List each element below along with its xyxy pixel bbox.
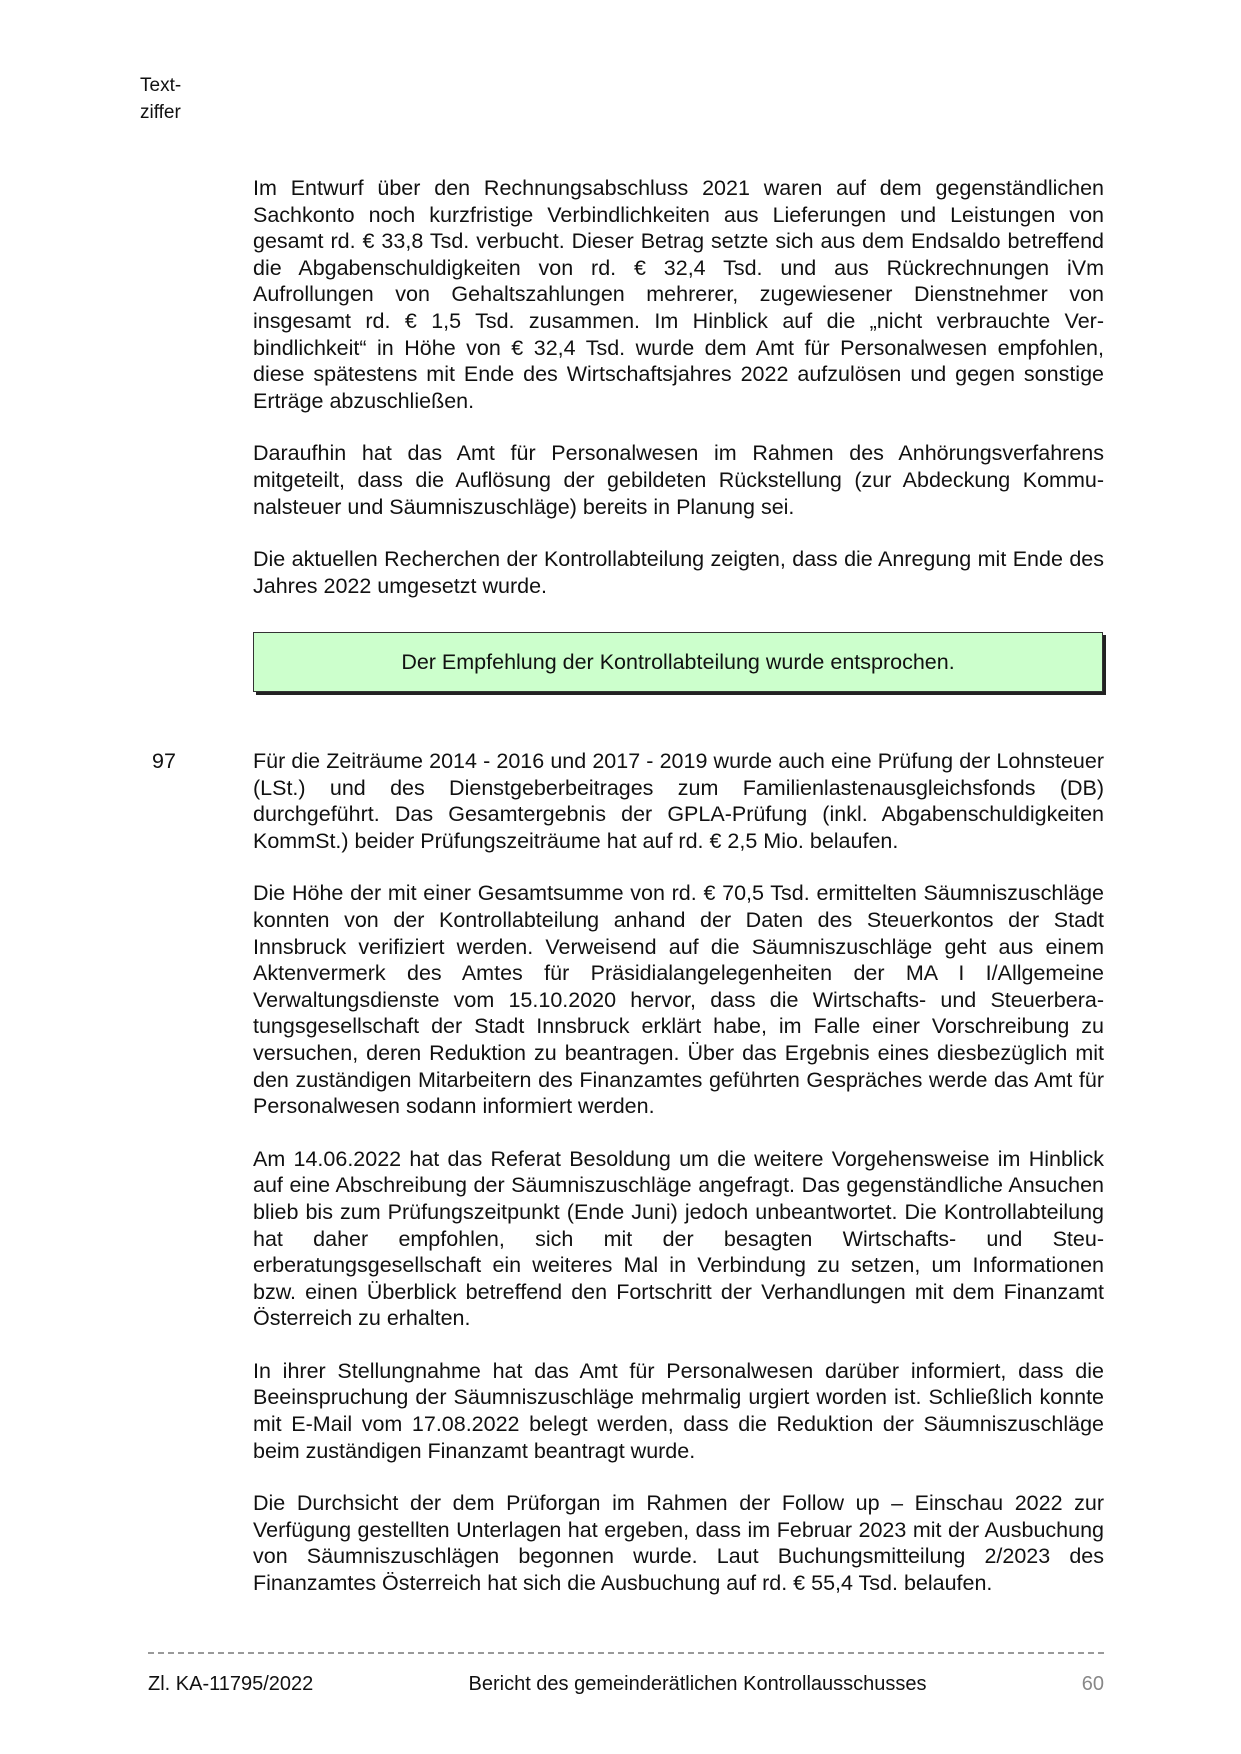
paragraph: Die Durchsicht der dem Prüforgan im Rahmen der Follow up – Einschau 2022 zur Verfügung gestellten Unterlagen hat ergeben, dass im Februar 2023 mit der Ausbuchung von Säumniszuschlägen begonnen wurde. Laut Buchungsmitteilung 2/2023 des Finanzamtes Österreich hat sich die Ausbuchung auf rd. € 55,4 Tsd. belaufen. [253,1491,1104,1596]
page-number: 60 [1081,1673,1104,1695]
footer-reference: Zl. KA-11795/2022 [148,1673,314,1695]
margin-header-textziffer: Text- ziffer [140,75,182,123]
paragraph: Für die Zeiträume 2014 - 2016 und 2017 - 2019 wurde auch eine Prüfung der Lohnsteuer (LSt.) und des Dienstgeberbeitrages zum Familienlastenausgleichsfonds (DB) durchgeführt. Das Gesamtergebnis der GPLA-Prüfung (inkl. Abgabenschuldigkeiten KommSt.) beider Prüfungszeiträume hat auf rd. € 2,5 Mio. belaufen. [253,749,1104,853]
section-97-body [253,748,1104,1623]
paragraph: Die aktuellen Recherchen der Kontrollabteilung zeigten, dass die Anregung mit Ende des Jahres 2022 umgesetzt wurde. [253,547,1104,598]
footer-title: Bericht des gemeinderätlichen Kontrollausschusses [468,1673,927,1695]
paragraph: In ihrer Stellungnahme hat das Amt für Personalwesen darüber informiert, dass die Beeinspruchung der Säumniszuschläge mehrmalig urgiert worden ist. Schließlich konnte mit E-Mail vom 17.08.2022 belegt werden, dass die Reduktion der Säumniszuschläge beim zuständigen Finanzamt beantragt wurde. [253,1358,1104,1463]
section-top-body [253,175,1104,625]
recommendation-box [253,632,1103,692]
recommendation-text: Der Empfehlung der Kontrollabteilung wurde entsprochen. [401,649,955,674]
paragraph: Daraufhin hat das Amt für Personalwesen im Rahmen des Anhörungsverfahrens mitgeteilt, dass die Auflösung der gebildeten Rückstellung (zur Abdeckung Kommunalsteuer und Säumniszuschläge) bereits in Planung sei. [253,441,1104,519]
page-footer [148,1672,1104,1696]
textziffer-number: 97 [152,749,176,773]
paragraph: Die Höhe der mit einer Gesamtsumme von rd. € 70,5 Tsd. ermittelten Säumniszuschläge konnten von der Kontrollabteilung anhand der Daten des Steuerkontos der Stadt Innsbruck verifiziert werden. Verweisend auf die Säumniszuschläge geht aus einem Aktenvermerk des Amtes für Präsidialangelegenheiten der MA I I/Allgemeine Verwaltungsdienste vom 15.10.2020 hervor, dass die Wirtschafts- und Steuerberatungsgesellschaft der Stadt Innsbruck erklärt habe, im Falle einer Vorschreibung zu versuchen, deren Reduktion zu beantragen. Über das Ergebnis eines diesbezüglich mit den zuständigen Mitarbeitern des Finanzamtes geführten Gespräches werde das Amt für Personalwesen sodann informiert werden. [253,881,1104,1119]
paragraph: Im Entwurf über den Rechnungsabschluss 2021 waren auf dem gegenständlichen Sachkonto noch kurzfristige Verbindlichkeiten aus Lieferungen und Leistungen von gesamt rd. € 33,8 Tsd. verbucht. Dieser Betrag setzte sich aus dem Endsaldo betreffend die Abgabenschuldigkeiten von rd. € 32,4 Tsd. und aus Rückrechnungen iVm Aufrollungen von Gehaltszahlungen mehrerer, zugewiesener Dienstnehmer von insgesamt rd. € 1,5 Tsd. zusammen. Im Hinblick auf die „nicht verbrauchte Verbindlichkeit“ in Höhe von € 32,4 Tsd. wurde dem Amt für Personalwesen empfohlen, diese spätestens mit Ende des Wirtschaftsjahres 2022 aufzulösen und gegen sonstige Erträge abzuschließen. [253,176,1104,413]
paragraph: Am 14.06.2022 hat das Referat Besoldung um die weitere Vorgehensweise im Hinblick auf eine Abschreibung der Säumniszuschläge angefragt. Das gegenständliche Ansuchen blieb bis zum Prüfungszeitpunkt (Ende Juni) jedoch unbeantwortet. Die Kontrollabteilung hat daher empfohlen, sich mit der besagten Wirtschafts- und Steuerberatungsgesellschaft ein weiteres Mal in Verbindung zu setzen, um Informationen bzw. einen Überblick betreffend den Fortschritt der Verhandlungen mit dem Finanzamt Österreich zu erhalten. [253,1146,1104,1331]
footer-divider [148,1652,1104,1654]
